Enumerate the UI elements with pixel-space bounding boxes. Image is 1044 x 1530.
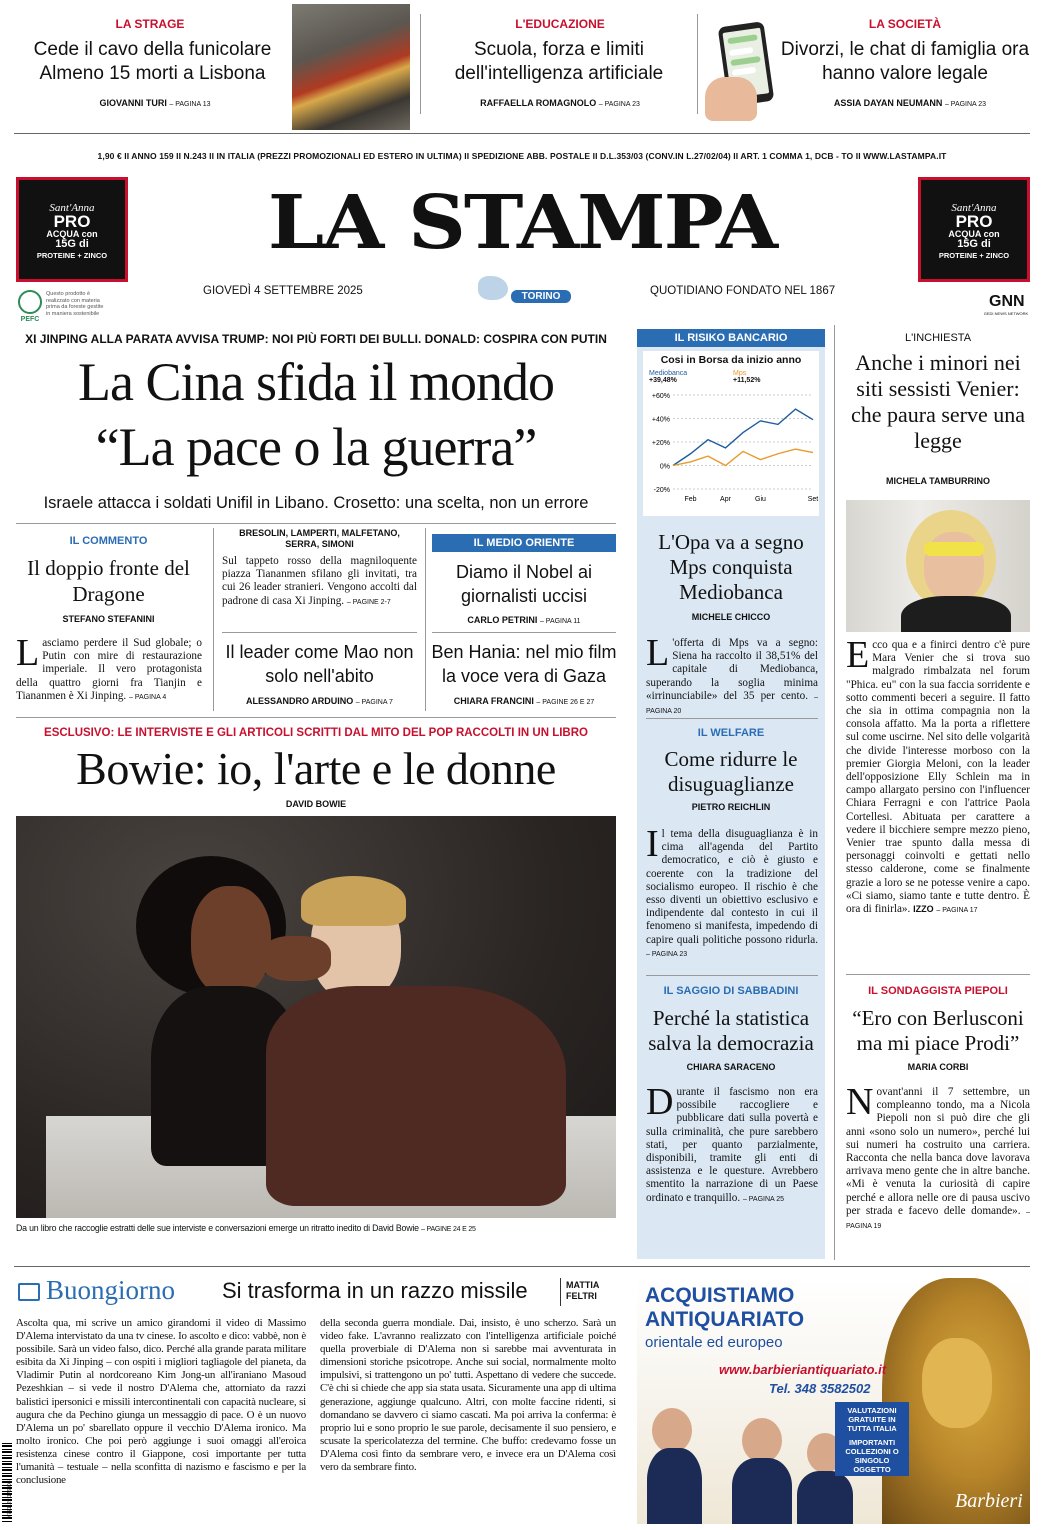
- middle-author2: ALESSANDRO ARDUINO – PAGINA 7: [246, 696, 393, 706]
- ad-signature: Barbieri: [955, 1490, 1023, 1512]
- risiko-title[interactable]: L'Opa va a segno Mps conquista Mediobanca: [658, 530, 804, 604]
- piepoli-body: Novant'anni il 7 settembre, un compleanno tondo, ma a Nicola Piepoli non si può dire che gli anni «sono solo un numero», perché lui sui numeri ha costruito una carriera. Racconta che nella banca dove lavorava arrivava meno gente che in altre banche. «Mi è venuta la curiosità di capire perché e allora nelle ore di pausa uscivo per strada e facevo delle domande». – PAGINA 19: [846, 1081, 1030, 1231]
- welfare-author: PIETRO REICHLIN: [691, 802, 771, 812]
- buongiorno-title[interactable]: Si trasforma in un razzo missile: [222, 1278, 528, 1303]
- divider: [16, 717, 616, 718]
- piepoli-author: MARIA CORBI: [907, 1062, 969, 1072]
- top-strip: [0, 0, 1044, 125]
- divider: [697, 14, 698, 114]
- ad-santanna-right[interactable]: [918, 177, 1030, 282]
- ad-santanna-left[interactable]: [16, 177, 128, 282]
- buongiorno-author: MATTIA FELTRI: [566, 1280, 599, 1301]
- commento-author: STEFANO STEFANINI: [62, 614, 155, 624]
- welfare-title[interactable]: Come ridurre le disuguaglianze: [664, 747, 798, 796]
- divider: [213, 528, 214, 711]
- inchiesta-author: MICHELA TAMBURRINO: [886, 476, 990, 486]
- phone-chat-image: [705, 22, 785, 122]
- ad-brand: Sant'Anna: [951, 202, 997, 214]
- piepoli-title[interactable]: “Ero con Berlusconi ma mi piace Prodi”: [852, 1006, 1024, 1055]
- ad-tel[interactable]: Tel. 348 3582502: [769, 1381, 871, 1396]
- risiko-author: MICHELE CHICCO: [691, 612, 771, 622]
- welfare-kicker: IL WELFARE: [697, 727, 765, 739]
- buongiorno-col1: Ascolta qua, mi scrive un amico girandomi il video di Massimo D'Alema intervistato da una tv cinese. Io ascolto e dico: vabbè, non è possibile. Sarà un video falso, dico. Perché alla grande parata militare esibita da Xi Jinping – con ospiti i migliori tagliagole del pianeta, da Vladimir Putin al nordcoreano Kim Jong-un all'iraniano Masoud Pezeshkian – si vede il nostro D'Alema che, attorniato da razzi balistici ipersonici e missili intercontinentali con capacità nucleare, si augura che da Pechino giunga un messaggio di pace. O è un nuovo D'Alema un po' sbarellato oppure il vecchio D'Alema ironico. Ma molto ironico. Che poi però aggiunge i suoi omaggi all'eroica resistenza cinese contro il Giappone, così importante per tutta l'umanità – testuale – nella sconfitta di nazismo e fascismo e per la conclusione: [16, 1317, 306, 1487]
- chart-title: Cosi in Borsa da inizio anno: [660, 354, 802, 366]
- medio-oriente-title2[interactable]: Ben Hania: nel mio film la voce vera di Gaza: [431, 642, 617, 686]
- ad-line3: 15G di: [55, 238, 89, 250]
- medio-oriente-author2: CHIARA FRANCINI – PAGINE 26 E 27: [453, 696, 595, 706]
- ad-line1: ACQUISTIAMO: [645, 1284, 795, 1307]
- legend-series-2: Mps +11,52%: [733, 370, 761, 384]
- ad-line4: PROTEINE + ZINCO: [938, 251, 1010, 260]
- ad-pro: PRO: [53, 212, 91, 231]
- pefc-logo: [18, 290, 42, 314]
- chart-y-tick: 0%: [659, 463, 670, 471]
- ad-line2: ACQUA con: [948, 229, 1000, 239]
- ad-line3: orientale ed europeo: [645, 1334, 783, 1351]
- chart-y-tick: +60%: [651, 393, 670, 400]
- divider: [646, 718, 818, 719]
- risiko-chart-box: [643, 351, 819, 516]
- sabbadini-title[interactable]: Perché la statistica salva la democrazia: [648, 1006, 814, 1055]
- divider: [420, 14, 421, 114]
- bowie-headline[interactable]: Bowie: io, l'arte e le donne: [76, 743, 556, 794]
- lead-subhead: Israele attacca i soldati Unifil in Libano. Crosetto: una scelta, non un errore: [43, 494, 589, 512]
- medio-oriente-author: CARLO PETRINI – PAGINA 11: [467, 615, 581, 625]
- bowie-photo[interactable]: [16, 816, 616, 1218]
- commento-body: Lasciamo perdere il Sud globale; o Putin con mire di restaurazione imperiale. Il vero protagonista della quattro giorni fra Tianjin e Tiananmen è Xi Jinping. – PAGINA 4: [16, 632, 202, 702]
- borsa-line-chart: [643, 391, 819, 511]
- sabbadini-body: Durante il fascismo non era possibile raccogliere e pubblicare dati sulla povertà e sulla criminalità, che pure sarebbero stati, per quanto parzialmente, disponibili, tramite gli enti di assistenza e le questure. Avrebbero smentito la narrazione di un Paese ordinato e tranquillo. – PAGINA 25: [646, 1081, 818, 1204]
- top-strip-rule: [14, 133, 1030, 134]
- piedmont-map-icon: [478, 276, 508, 300]
- pefc-label: PEFC: [20, 316, 40, 323]
- strip-3-title[interactable]: Divorzi, le chat di famiglia ora hanno valore legale: [780, 39, 1030, 84]
- piepoli-kicker: IL SONDAGGISTA PIEPOLI: [868, 985, 1008, 997]
- ad-brand: Sant'Anna: [49, 202, 95, 214]
- ad-line3: 15G di: [957, 238, 991, 250]
- welfare-body: Il tema della disuguaglianza è in cima all'agenda del Partito democratico, e ciò è giusto e coerente con la tradizione del socialismo europeo. Il rischio è che esso diventi un obiettivo esclusivo e indipendente dal contesto in cui il fenomeno si manifesta, impedendo di capire quali politiche possono ridurla. – PAGINA 23: [646, 823, 818, 958]
- commento-title[interactable]: Il doppio fronte del Dragone: [27, 556, 190, 606]
- buongiorno-col2: della seconda guerra mondiale. Dai, insisto, è uno scherzo. Sarà un video fake. L'avranno realizzato con l'intelligenza artificiale poiché quella proverbiale di D'Alema non si sarebbe mai avventurata in dimensioni storiche psicotrope. Anche sui social, normalmente molto impulsivi, si trattengono un po' tutti. Aspettano di vedere che succede. C'è chi si chiede che app sia stata usata. Sicuramente una app di ultima generazione, aggiunge qualcuno. Altri, con molte faccine ridenti, si domandano se davvero ci siamo cascati. Ma poi arriva la conferma: è proprio lui e sono proprio le sue parole, decisamente il suo pensiero, e scusate la spericolatezza del termine. Che buffo: credevamo fosse un D'Alema così finto da sembrare vero, e invece era un D'Alema così vero da sembrare finto.: [320, 1317, 616, 1474]
- inchiesta-title[interactable]: Anche i minori nei siti sessisti Venier: che paura serve una legge: [850, 350, 1026, 453]
- book-icon: [18, 1283, 40, 1301]
- masthead-date: GIOVEDÌ 4 SETTEMBRE 2025: [203, 285, 363, 297]
- divider: [846, 974, 1030, 975]
- divider: [834, 325, 835, 1260]
- strip-2-kicker: L'EDUCAZIONE: [515, 17, 605, 31]
- inchiesta-body: Ecco qua e a finirci dentro c'è pure Mara Venier che si trova suo malgrado rimbalzata nel forum "Phica. eu" con la sua faccia sorridente e sotto commenti beceri a seguire. Il fatto che sia in ottima compagnia non la consola affatto. Ma la porta a riflettere sul come uscirne. Nel sito delle volgarità che divide l'interesse morboso con la premier Giorgia Meloni, con la leader dell'opposizione Elly Schlein ma in campo allargato persino con l'influencer Chiara Ferragni e con l'attrice Paola Cortellesi. Abituata per carattere a vedere il bicchiere sempre mezzo pieno, Venier trae spunto dalla messa di personaggi coinvolti e gettati nello stesso calderone, come se finalmente grazie a loro se ne potesse venire a capo. «Ci siamo, siamo tante e tutte dentro. È ora di finirla». IZZO – PAGINA 17: [846, 634, 1030, 916]
- medio-oriente-title[interactable]: Diamo il Nobel ai giornalisti uccisi: [455, 562, 593, 606]
- strip-3-kicker: LA SOCIETÀ: [868, 17, 942, 31]
- chart-series-line-1: [673, 409, 813, 465]
- risiko-header: IL RISIKO BANCARIO: [637, 329, 825, 347]
- ad-people: [647, 1403, 867, 1524]
- sabbadini-kicker: IL SAGGIO DI SABBADINI: [663, 985, 799, 997]
- bowie-kicker: ESCLUSIVO: LE INTERVISTE E GLI ARTICOLI SCRITTI DAL MITO DEL POP RACCOLTI IN UN LIBRO: [44, 727, 588, 739]
- divider: [560, 1278, 561, 1306]
- ad-line2: ACQUA con: [46, 229, 98, 239]
- chart-x-tick: Set: [807, 496, 819, 503]
- medio-oriente-header: IL MEDIO ORIENTE: [432, 534, 616, 552]
- ad-line2: ANTIQUARIATO: [645, 1308, 805, 1331]
- barcode-number: 9 771122 176003: [7, 1480, 13, 1519]
- bowie-caption: Da un libro che raccoglie estratti delle sue interviste e conversazioni emerge un ritratto inedito di David Bowie – PAGINE 24 E 25: [16, 1223, 476, 1233]
- venier-photo[interactable]: [846, 500, 1030, 632]
- inchiesta-kicker: L'INCHIESTA: [904, 332, 972, 344]
- divider: [646, 975, 818, 976]
- chart-x-tick: Giu: [755, 496, 766, 503]
- strip-2-byline: RAFFAELLA ROMAGNOLO – PAGINA 23: [480, 98, 640, 108]
- masthead-title[interactable]: LA STAMPA: [267, 178, 777, 266]
- divider: [222, 632, 417, 633]
- info-line: 1,90 € II ANNO 159 II N.243 II IN ITALIA (PREZZI PROMOZIONALI ED ESTERO IN ULTIMA) II SPEDIZIONE ABB. POSTALE II D.L.353/03 (CONV.IN L.27/02/04) II ART. 1 COMMA 1, DCB - TO II WWW.LASTAMPA.IT: [97, 151, 947, 161]
- chart-y-tick: +20%: [651, 440, 670, 447]
- divider: [432, 632, 616, 633]
- lead-headline-1[interactable]: La Cina sfida il mondo: [78, 352, 554, 412]
- chart-x-tick: Feb: [684, 496, 697, 503]
- strip-1-byline: GIOVANNI TURI – PAGINA 13: [99, 98, 211, 108]
- bowie-author: DAVID BOWIE: [285, 799, 347, 809]
- lead-headline-2[interactable]: “La pace o la guerra”: [95, 417, 537, 477]
- masthead-founded: QUOTIDIANO FONDATO NEL 1867: [650, 285, 836, 297]
- divider: [425, 528, 426, 711]
- funicular-photo: [292, 4, 410, 130]
- middle-body: Sul tappeto rosso della magniloquente piazza Tiananmen sfilano gli invitati, tra cui 26 leader stranieri. Vengono accolti dal padrone di casa Xi Jinping. – PAGINE 2-7: [222, 555, 417, 607]
- chart-x-tick: Apr: [720, 496, 731, 503]
- lead-kicker: XI JINPING ALLA PARATA AVVISA TRUMP: NOI PIÙ FORTI DEI BULLI. DONALD: COSPIRA CON PUTIN: [25, 332, 607, 346]
- gnn-sub: GEDI NEWS NETWORK: [983, 311, 1029, 316]
- ad-badge: VALUTAZIONI GRATUITE IN TUTTA ITALIA IMPORTANTI COLLEZIONI O SINGOLO OGGETTO: [835, 1402, 909, 1476]
- chart-y-tick: +40%: [651, 416, 670, 424]
- buongiorno-label: Buongiorno: [46, 1275, 176, 1305]
- gnn-logo: GNN: [989, 293, 1025, 310]
- divider: [14, 1266, 1030, 1267]
- city-badge: TORINO: [511, 290, 571, 303]
- ad-pro: PRO: [955, 212, 993, 231]
- risiko-body: L 'offerta di Mps va a segno: Siena ha raccolto il 38,51% del capitale di Mediobanca, superando la soglia minima «irrinunciabile» del 35 per cento. – PAGINA 20: [646, 632, 818, 716]
- middle-title2[interactable]: Il leader come Mao non solo nell'abito: [225, 642, 414, 686]
- ad-url[interactable]: www.barbieriantiquariato.it: [719, 1362, 887, 1377]
- sabbadini-author: CHIARA SARACENO: [686, 1062, 776, 1072]
- strip-3-byline: ASSIA DAYAN NEUMANN – PAGINA 23: [833, 98, 987, 108]
- middle-authors: BRESOLIN, LAMPERTI, MALFETANO, SERRA, SIMONI: [239, 528, 400, 549]
- pefc-text: Questo prodotto è realizzato con materia prima da foreste gestite in maniera sostenibile: [46, 291, 104, 317]
- chart-y-tick: -20%: [653, 487, 670, 494]
- ad-line4: PROTEINE + ZINCO: [36, 251, 108, 260]
- legend-series-1: Mediobanca +39,48%: [649, 370, 688, 384]
- strip-1-kicker: LA STRAGE: [115, 17, 185, 31]
- strip-1-title[interactable]: Cede il cavo della funicolare Almeno 15 morti a Lisbona: [33, 39, 272, 84]
- divider: [16, 523, 616, 524]
- commento-kicker: IL COMMENTO: [69, 535, 148, 547]
- strip-2-title[interactable]: Scuola, forza e limiti dell'intelligenza artificiale: [454, 39, 664, 84]
- antiquariato-ad[interactable]: [637, 1278, 1030, 1524]
